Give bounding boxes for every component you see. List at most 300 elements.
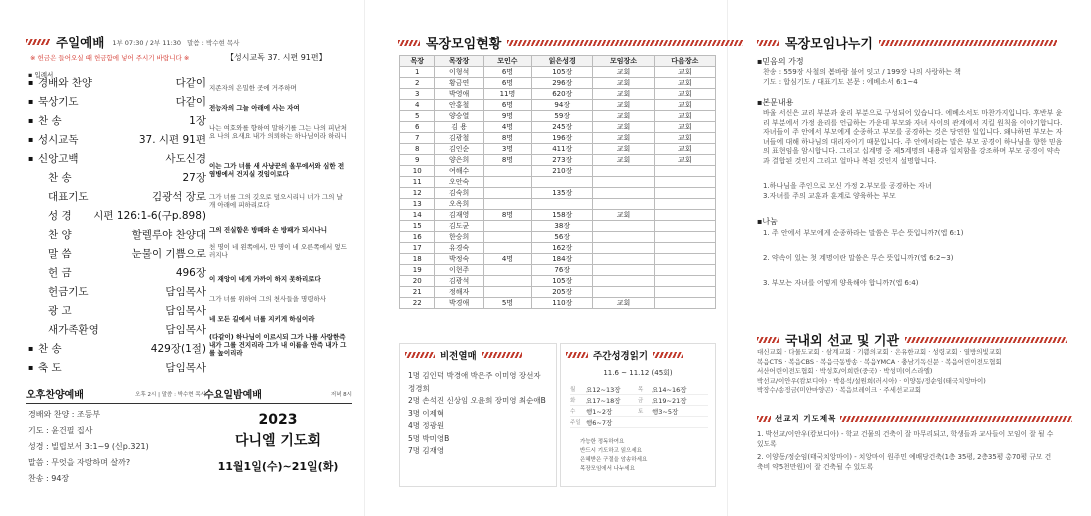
order-value: 다같이 <box>175 96 206 108</box>
order-row <box>28 130 206 149</box>
table-cell: 정해자 <box>435 287 483 298</box>
column-header: 목장장 <box>435 56 483 67</box>
table-cell <box>593 276 654 287</box>
praise-heading: ▪믿음의 가정 <box>757 57 804 66</box>
table-row <box>400 199 716 210</box>
table-cell: 9명 <box>483 111 531 122</box>
afternoon-line: 성경 : 빌립보서 3:1~9 (신p.321) <box>28 442 149 451</box>
worship-preacher: 말씀 : 박수현 목사 <box>187 38 240 47</box>
psalm-verse: 천 명이 네 왼쪽에서, 만 명이 네 오른쪽에서 엎드러지나 <box>209 243 347 259</box>
table-cell <box>654 287 715 298</box>
panel-divider <box>727 0 728 516</box>
table-cell <box>654 254 715 265</box>
table-cell: 110장 <box>532 298 593 309</box>
order-value: 사도신경 <box>165 153 206 165</box>
order-value: 1장 <box>189 115 206 127</box>
schedule-reading: 요19~21장 <box>652 396 687 405</box>
table-cell: 12 <box>400 188 435 199</box>
mission-line: 복음CTS · 복음CBS · 복음극동방송 · 복음YMCA · 충남기독신문 · 복음어린이전도협회 <box>757 357 1002 366</box>
hatch-decoration <box>757 40 779 46</box>
hatch-decoration <box>757 416 771 422</box>
schedule-day: 주일 <box>570 420 581 426</box>
order-label: 묵상기도 <box>38 96 79 108</box>
table-cell: 교회 <box>654 155 715 166</box>
table-cell: 620장 <box>532 89 593 100</box>
table-row <box>400 122 716 133</box>
table-cell: 6명 <box>483 100 531 111</box>
vision-title: 비전열매 <box>440 351 477 362</box>
wednesday-title: 수요일밤예배 <box>204 390 262 401</box>
table-cell: 교회 <box>593 122 654 133</box>
table-cell: 245장 <box>532 122 593 133</box>
schedule-day: 토 <box>638 409 644 415</box>
order-label: 신앙고백 <box>38 153 79 165</box>
table-cell: 20 <box>400 276 435 287</box>
order-row <box>28 301 206 320</box>
table-cell: 교회 <box>593 100 654 111</box>
table-cell: 3명 <box>483 144 531 155</box>
table-cell: 박경애 <box>435 298 483 309</box>
missions-title: 국내외 선교 및 기관 <box>785 334 900 349</box>
worship-time: 1부 07:30 / 2부 11:30 <box>112 38 182 47</box>
vision-list <box>408 370 546 458</box>
column-header: 모인수 <box>483 56 531 67</box>
table-cell: 22 <box>400 298 435 309</box>
order-label: 찬 양 <box>48 229 72 241</box>
table-row <box>400 67 716 78</box>
order-value: 담임목사 <box>165 286 206 298</box>
table-cell: 교회 <box>654 111 715 122</box>
wednesday-meta: 저녁 8시 <box>330 391 352 398</box>
order-value: 시편 126:1-6(구p.898) <box>93 210 206 222</box>
praise-line: 기도 : 합심기도 / 대표기도 본문 : 에베소서 6:1~4 <box>763 77 918 86</box>
order-value: 27장 <box>182 172 206 184</box>
hatch-decoration <box>398 40 420 46</box>
table-cell: 273장 <box>532 155 593 166</box>
table-cell: 교회 <box>593 67 654 78</box>
table-cell: 15 <box>400 221 435 232</box>
table-cell: 한승희 <box>435 232 483 243</box>
table-cell: 김인순 <box>435 144 483 155</box>
order-row <box>28 168 206 187</box>
order-bullet: ▪ <box>28 363 34 372</box>
weekly-title: 주간성경읽기 <box>593 351 649 362</box>
schedule-day: 금 <box>638 398 644 404</box>
table-cell: 6명 <box>483 78 531 89</box>
table-cell: 김광철 <box>435 133 483 144</box>
table-cell <box>593 221 654 232</box>
hatch-decoration <box>566 352 588 358</box>
table-cell <box>483 177 531 188</box>
afternoon-line: 경배와 찬양 : 조등부 <box>28 410 101 419</box>
table-cell: 교회 <box>593 111 654 122</box>
order-label: 광 고 <box>48 305 72 317</box>
groups-header <box>398 33 743 52</box>
table-row <box>400 243 716 254</box>
offering-notice: ※ 헌금은 들어오실 때 헌금함에 넣어 주시기 바랍니다 ※ <box>30 54 190 62</box>
table-row <box>400 287 716 298</box>
table-cell <box>483 232 531 243</box>
table-cell: 210장 <box>532 166 593 177</box>
schedule-reading: 요14~16장 <box>652 385 687 394</box>
hatch-decoration <box>905 337 1067 343</box>
table-cell: 박정숙 <box>435 254 483 265</box>
afternoon-line: 말씀 : 무엇을 자랑하며 살까? <box>28 458 131 467</box>
table-cell: 184장 <box>532 254 593 265</box>
psalm-verse: 그가 너를 위하여 그의 천사들을 명령하사 <box>209 295 327 303</box>
mission-line: 박장수/송정금(미얀마양곤) · 복음브레이크 · 주세선교교회 <box>757 386 922 394</box>
order-label: 헌금기도 <box>48 286 89 298</box>
hatch-decoration <box>405 352 435 358</box>
table-cell: 94장 <box>532 100 593 111</box>
table-cell <box>483 199 531 210</box>
table-row <box>400 89 716 100</box>
table-cell <box>654 221 715 232</box>
table-cell: 14 <box>400 210 435 221</box>
table-cell <box>654 243 715 254</box>
table-cell <box>593 188 654 199</box>
table-cell: 교회 <box>593 89 654 100</box>
table-cell <box>483 265 531 276</box>
vision-header <box>405 348 522 362</box>
order-label: 찬 송 <box>38 343 62 355</box>
table-row <box>400 265 716 276</box>
share-questions <box>763 228 963 303</box>
table-cell: 교회 <box>654 122 715 133</box>
table-row <box>400 254 716 265</box>
table-row <box>400 78 716 89</box>
schedule-reading: 요17~18장 <box>586 396 621 405</box>
table-cell: 교회 <box>654 144 715 155</box>
psalm-verse: 이는 그가 너를 새 사냥꾼의 올무에서와 심한 전염병에서 건지실 것임이로다 <box>209 162 345 178</box>
table-cell: 56장 <box>532 232 593 243</box>
order-label: 찬 송 <box>48 172 72 184</box>
vision-line: 3명 이제혁 <box>408 408 445 418</box>
body-heading: ▪본문내용 <box>757 98 794 107</box>
table-cell: 오옥희 <box>435 199 483 210</box>
table-row <box>400 298 716 309</box>
psalm-verse: 전능자의 그늘 아래에 사는 자여 <box>209 104 300 112</box>
column-header: 읽은성경 <box>532 56 593 67</box>
table-cell: 교회 <box>654 78 715 89</box>
table-cell <box>593 166 654 177</box>
table-row <box>400 100 716 111</box>
table-cell: 162장 <box>532 243 593 254</box>
table-cell: 76장 <box>532 265 593 276</box>
table-cell <box>654 166 715 177</box>
share-heading: ▪나눔 <box>757 217 778 226</box>
worship-title: 주일예배 <box>56 35 105 50</box>
table-cell <box>532 177 593 188</box>
order-value: 다같이 <box>175 77 206 89</box>
schedule-day: 월 <box>570 387 576 393</box>
schedule-row <box>570 395 708 406</box>
table-cell: 김도균 <box>435 221 483 232</box>
table-row <box>400 166 716 177</box>
hatch-decoration <box>757 337 779 343</box>
table-cell: 5 <box>400 111 435 122</box>
groups-title: 목장모임현황 <box>426 37 502 52</box>
table-cell: 296장 <box>532 78 593 89</box>
table-cell <box>593 232 654 243</box>
table-cell: 교회 <box>593 210 654 221</box>
order-label: 찬 송 <box>38 115 62 127</box>
table-header-row <box>400 56 716 67</box>
missions-header <box>757 330 1067 349</box>
table-cell: 교회 <box>593 155 654 166</box>
vision-line: 4명 정광원 <box>408 421 445 430</box>
praise-line: 찬송 : 559장 사철의 봄바람 불어 잇고 / 199장 나의 사랑하는 책 <box>763 68 961 76</box>
table-cell: 교회 <box>593 298 654 309</box>
prayer-topic: 1. 박선교/이안우(캄보디아) - 학교 건물의 건축이 잘 마무리되고, 학생들과 교사들이 모임이 잘 될 수 있도록 <box>757 430 1054 448</box>
table-cell: 11명 <box>483 89 531 100</box>
psalm-verse: 네 모든 길에서 너를 지키게 하심이라 <box>209 315 315 323</box>
order-row <box>28 358 206 377</box>
table-cell <box>654 232 715 243</box>
table-cell: 5명 <box>483 298 531 309</box>
order-row <box>28 149 206 168</box>
order-row <box>28 339 206 358</box>
body-point: 3.자녀를 주의 교훈과 훈계로 양육하는 부모 <box>763 191 896 200</box>
table-cell <box>593 265 654 276</box>
wednesday-header <box>204 386 352 404</box>
table-cell <box>483 287 531 298</box>
order-value: 김광석 장로 <box>151 191 206 203</box>
table-cell <box>593 287 654 298</box>
sharing-title: 목장모임나누기 <box>785 37 873 52</box>
table-cell: 4명 <box>483 122 531 133</box>
table-cell <box>654 276 715 287</box>
table-cell: 김재영 <box>435 210 483 221</box>
table-cell <box>483 166 531 177</box>
weekly-note: 반드시 기도하고 읽으세요 <box>580 448 642 454</box>
table-cell: 6 <box>400 122 435 133</box>
table-row <box>400 155 716 166</box>
table-cell: 김 용 <box>435 122 483 133</box>
schedule-day: 수 <box>570 409 576 415</box>
schedule-day: 화 <box>570 398 576 404</box>
share-question: 3. 부모는 자녀를 어떻게 양육해야 합니까?(엡 6:4) <box>763 279 919 287</box>
prayer-topics-title: 선교지 기도제목 <box>775 414 837 423</box>
vision-line: 5명 박미영B <box>408 433 450 443</box>
prayer-dates: 11월1일(수)~21일(화) <box>217 460 339 473</box>
schedule-row <box>570 417 708 428</box>
table-cell: 김숙희 <box>435 188 483 199</box>
table-cell: 196장 <box>532 133 593 144</box>
afternoon-details <box>28 407 149 487</box>
prelude-text: 입례서 <box>34 71 54 79</box>
order-row <box>28 73 206 92</box>
column-header: 모임장소 <box>593 56 654 67</box>
table-cell: 여해수 <box>435 166 483 177</box>
prayer-meeting-banner <box>204 412 352 474</box>
order-row <box>28 263 206 282</box>
order-bullet: ▪ <box>28 116 34 125</box>
table-cell: 18 <box>400 254 435 265</box>
afternoon-meta: 오후 2시 | 말씀 : 박수현 목사 <box>135 391 206 398</box>
schedule-reading: 행3~5장 <box>652 407 679 416</box>
table-cell: 21 <box>400 287 435 298</box>
table-cell: 교회 <box>654 89 715 100</box>
table-cell: 411장 <box>532 144 593 155</box>
weekly-notes <box>580 438 647 474</box>
share-question: 1. 주 안에서 부모에게 순종하라는 말씀은 무슨 뜻입니까?(엡 6:1) <box>763 229 964 237</box>
order-row <box>28 282 206 301</box>
hatch-decoration <box>879 40 1057 46</box>
table-cell: 205장 <box>532 287 593 298</box>
table-cell <box>483 276 531 287</box>
table-cell <box>654 265 715 276</box>
table-cell: 59장 <box>532 111 593 122</box>
table-cell: 4명 <box>483 254 531 265</box>
table-cell: 105장 <box>532 276 593 287</box>
order-label: 대표기도 <box>48 191 89 203</box>
afternoon-header <box>26 386 206 404</box>
schedule-row <box>570 406 708 417</box>
order-row <box>28 111 206 130</box>
mission-line: 대신교회 · 다물도교회 · 삼계교회 · 기쁨의교회 · 은유한교회 · 성령교회 · 열방의빛교회 <box>757 348 1002 356</box>
table-cell: 105장 <box>532 67 593 78</box>
afternoon-line: 기도 : 윤건필 집사 <box>28 426 93 435</box>
vision-line: 정경희 <box>408 383 430 393</box>
psalm-verse: 지존자의 은밀한 곳에 거주하며 <box>209 84 297 92</box>
table-row <box>400 188 716 199</box>
table-cell: 김광석 <box>435 276 483 287</box>
body-text: 바울 서신은 교리 부분과 윤리 부분으로 구성되어 있습니다. 에베소서도 마찬가지입니다. 후반부 윤리 부분에서 가정 윤리를 언급하는 가운데 부모와 자녀 사이의 관계에서 지킬 원칙을 이야기합니다. 자녀들이 주 안에서 부모에게 순종하고 부모를 공경하는 것은 당연한 일입니다. 왜냐하면 부모는 자녀들에 대해 하나님의 대리자이기 때문입니다. 주 안에서라는 말은 부모 공경이 하나님을 향한 믿음의 표현임을 암시합니다. 그리고 십계명 중 제5계명의 내용과 일치함을 강조하며 부모 공경이 약속과 결합된 것인지 그리고 얼마나 복된 것인지 설명합니다. <box>763 109 1063 165</box>
table-cell <box>483 188 531 199</box>
order-label: 새가족환영 <box>48 324 99 336</box>
schedule-day: 목 <box>638 387 644 393</box>
prayer-topics <box>757 430 1057 476</box>
weekly-schedule <box>570 384 708 428</box>
table-cell: 10 <box>400 166 435 177</box>
vision-line: 7명 김재영 <box>408 446 445 455</box>
table-row <box>400 133 716 144</box>
table-cell <box>483 221 531 232</box>
order-value: 담임목사 <box>165 362 206 374</box>
order-bullet: ▪ <box>28 97 34 106</box>
table-cell <box>593 243 654 254</box>
table-cell: 8명 <box>483 133 531 144</box>
table-cell: 교회 <box>593 78 654 89</box>
table-cell: 13 <box>400 199 435 210</box>
table-cell: 7 <box>400 133 435 144</box>
table-cell: 안홍철 <box>435 100 483 111</box>
column-header: 다음장소 <box>654 56 715 67</box>
table-cell <box>593 199 654 210</box>
schedule-reading: 요12~13장 <box>586 385 621 394</box>
order-label: 헌 금 <box>48 267 72 279</box>
order-label: 말 씀 <box>48 248 72 260</box>
table-cell: 유경숙 <box>435 243 483 254</box>
table-cell: 오안숙 <box>435 177 483 188</box>
order-value: 담임목사 <box>165 305 206 317</box>
table-cell: 교회 <box>593 133 654 144</box>
order-value: 496장 <box>175 267 206 279</box>
prayer-topic: 2. 이양동/정순임(태국치앙마이) - 치앙마이 원주민 예배당건축(1층 35평, 2층35평 총70평 규모 건축비 약5천만원)이 잘 건축될 수 있도록 <box>757 453 1052 471</box>
weekly-range: 11.6 ~ 11.12 (45회) <box>603 369 673 377</box>
table-cell: 8명 <box>483 155 531 166</box>
table-cell: 교회 <box>654 133 715 144</box>
prayer-event: 다니엘 기도회 <box>234 433 322 449</box>
table-cell: 교회 <box>654 67 715 78</box>
praise-lines <box>763 68 961 87</box>
table-cell <box>654 210 715 221</box>
table-cell: 38장 <box>532 221 593 232</box>
table-cell <box>654 199 715 210</box>
table-cell: 1 <box>400 67 435 78</box>
responsive-reading-label: 【성시교독 37. 시편 91편】 <box>226 53 327 62</box>
table-cell: 19 <box>400 265 435 276</box>
order-row <box>28 244 206 263</box>
body-point: 1.하나님을 주인으로 모신 가정 2.부모를 공경하는 자녀 <box>763 182 932 190</box>
table-cell: 8명 <box>483 210 531 221</box>
table-row <box>400 144 716 155</box>
mission-line: 서산어린이전도협회 · 박성호/이희란(중국) · 박성미(이스라엘) <box>757 367 933 375</box>
order-label: 축 도 <box>38 362 62 374</box>
sharing-header <box>757 33 1057 52</box>
psalm-verse: (다같이) 하나님이 이르시되 그가 나를 사랑한즉 내가 그를 건지리라 그가 내 이름을 안즉 내가 그를 높이리라 <box>209 333 347 357</box>
order-value: 담임목사 <box>165 324 206 336</box>
order-label: 성시교독 <box>38 134 79 146</box>
weekly-note: 목장모임에서 나누세요 <box>580 466 635 472</box>
table-cell: 9 <box>400 155 435 166</box>
table-cell <box>593 177 654 188</box>
psalm-verse: 나는 여호와를 향하여 말하기를 그는 나의 피난처요 나의 요새요 내가 의뢰하는 하나님이라 하리니 <box>209 124 347 140</box>
table-cell: 황금연 <box>435 78 483 89</box>
schedule-reading: 행1~2장 <box>586 407 613 416</box>
order-value: 429장(1절) <box>150 343 206 355</box>
table-cell: 교회 <box>654 100 715 111</box>
afternoon-line: 찬송 : 94장 <box>28 474 70 483</box>
table-row <box>400 232 716 243</box>
order-row <box>28 187 206 206</box>
hatch-decoration <box>26 39 50 45</box>
table-cell: 158장 <box>532 210 593 221</box>
psalm-verse: 그가 너를 그의 깃으로 덮으시리니 너가 그의 날개 아래에 피하리로다 <box>209 193 343 209</box>
table-cell: 6명 <box>483 67 531 78</box>
table-cell: 박영애 <box>435 89 483 100</box>
order-row <box>28 92 206 111</box>
table-cell <box>593 254 654 265</box>
order-bullet: ▪ <box>28 135 34 144</box>
prelude-label: ▪ 입례서 <box>28 71 54 79</box>
table-cell <box>654 188 715 199</box>
prayer-year: 2023 <box>258 412 298 428</box>
psalm-verse: 이 재앙이 네게 가까이 하지 못하리로다 <box>209 275 321 283</box>
table-cell: 교회 <box>593 144 654 155</box>
order-label: 성 경 <box>48 210 72 222</box>
order-row <box>28 225 206 244</box>
vision-line: 2명 손석진 신상임 오윤희 장미영 최순애B <box>408 396 546 405</box>
table-cell: 이형석 <box>435 67 483 78</box>
table-cell: 양승열 <box>435 111 483 122</box>
table-cell: 11 <box>400 177 435 188</box>
table-cell: 2 <box>400 78 435 89</box>
table-row <box>400 276 716 287</box>
schedule-reading: 행6~7장 <box>586 418 613 427</box>
order-value: 할렐루야 찬양대 <box>131 229 206 241</box>
table-cell: 135장 <box>532 188 593 199</box>
table-cell: 3 <box>400 89 435 100</box>
weekly-note: 가능한 정독하여요 <box>580 439 625 445</box>
table-cell: 4 <box>400 100 435 111</box>
table-cell: 17 <box>400 243 435 254</box>
table-cell <box>654 298 715 309</box>
prayer-topics-header <box>757 413 1072 424</box>
hatch-decoration <box>482 352 522 358</box>
hatch-decoration <box>507 40 743 46</box>
